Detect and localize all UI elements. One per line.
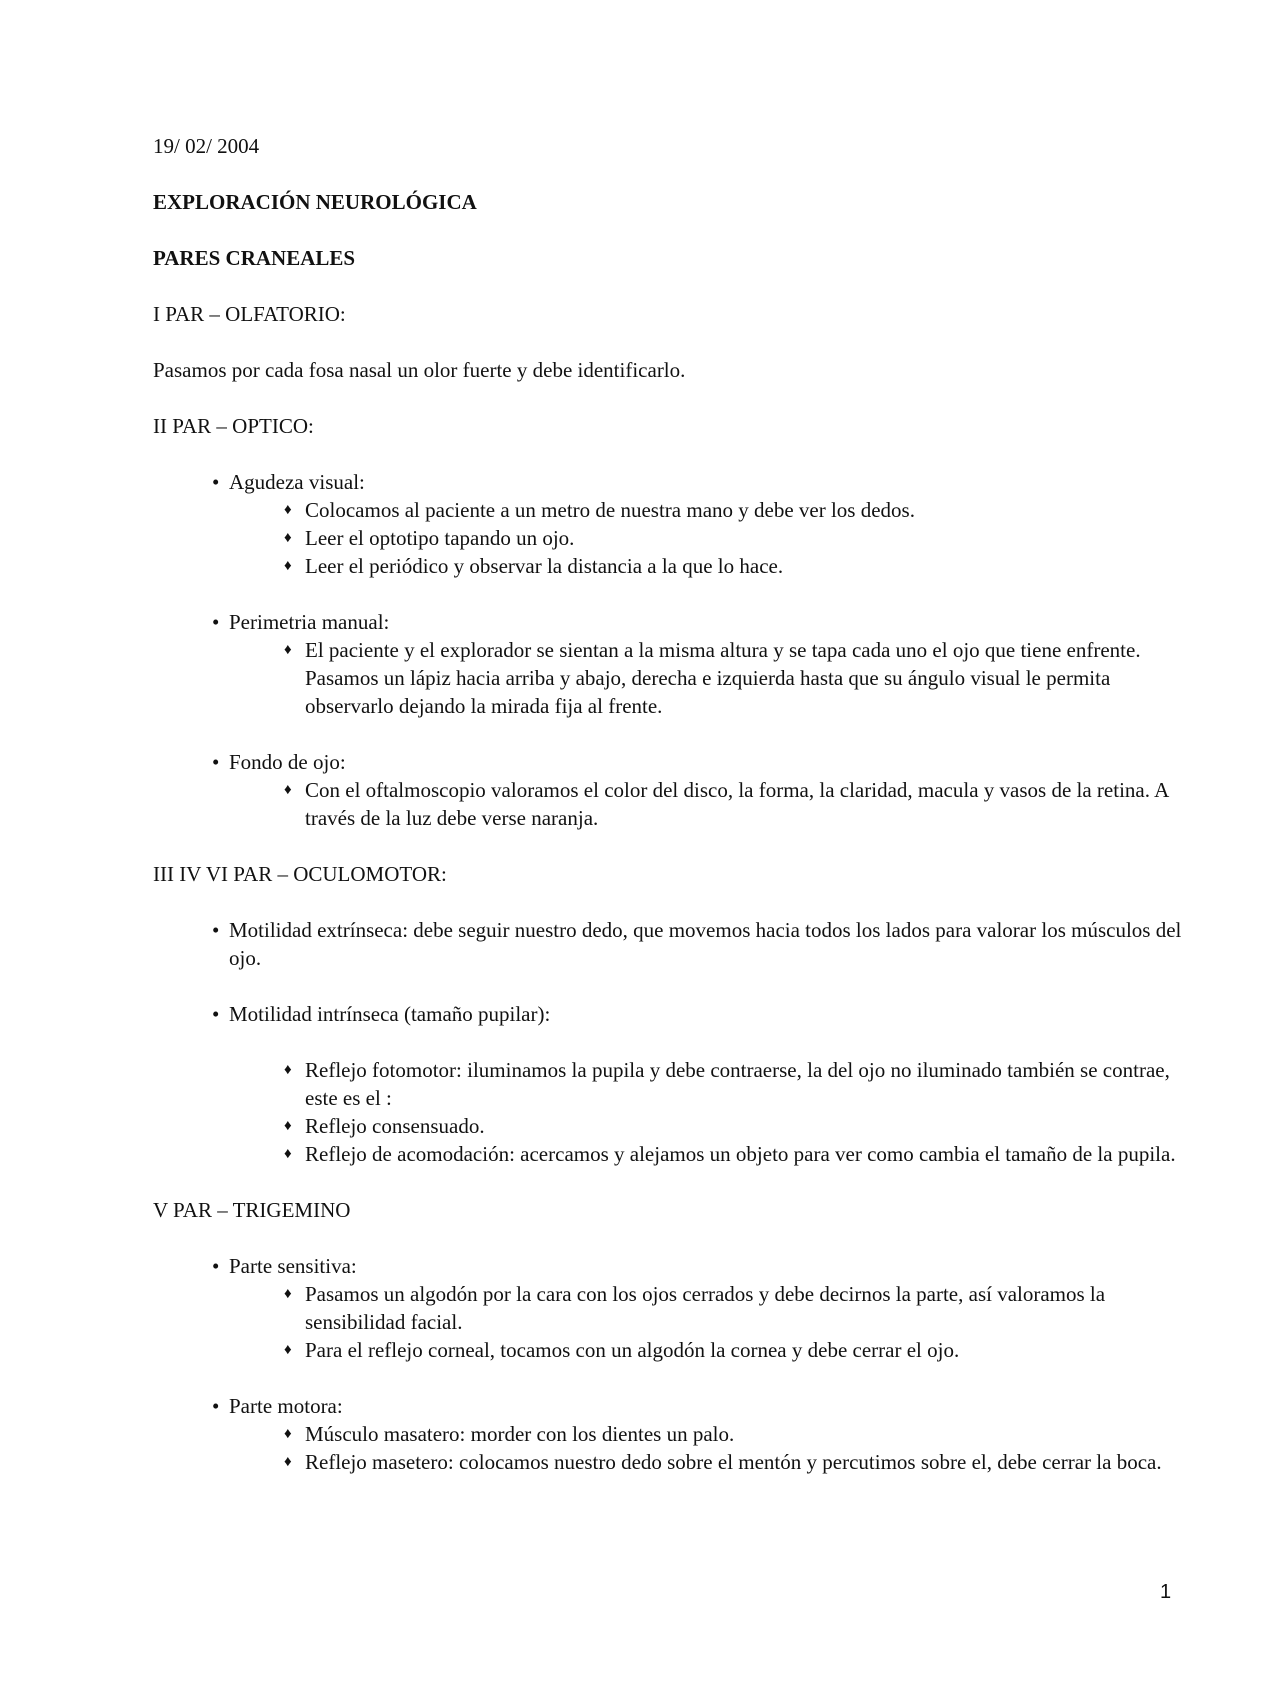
sub-list-item-text: Reflejo fotomotor: iluminamos la pupila y debe contraerse, la del ojo no iluminado también se contrae, este es el : <box>305 1058 1170 1110</box>
sub-list-item-text: Leer el periódico y observar la distancia a la que lo hace. <box>305 554 784 578</box>
sub-list-item <box>229 1140 1183 1168</box>
sub-list-item-text: Para el reflejo corneal, tocamos con un algodón la cornea y debe cerrar el ojo. <box>305 1338 960 1362</box>
sub-list-item <box>229 776 1183 832</box>
diamond-bullet-icon: ♦ <box>284 1146 292 1162</box>
list-item-text: Agudeza visual: <box>229 470 365 494</box>
sub-list-item <box>229 1336 1183 1364</box>
diamond-bullet-icon: ♦ <box>284 502 292 518</box>
sub-list-item <box>229 1280 1183 1336</box>
diamond-bullet-icon: ♦ <box>284 530 292 546</box>
bullet-icon: • <box>212 1002 220 1026</box>
section-heading-optico: II PAR – OPTICO: <box>153 414 314 438</box>
sub-list-item-text: Con el oftalmoscopio valoramos el color del disco, la forma, la claridad, macula y vasos de la retina. A través de la luz debe verse naranja. <box>305 778 1169 830</box>
sub-list-item <box>229 524 1183 552</box>
diamond-bullet-icon: ♦ <box>284 1062 292 1078</box>
bullet-icon: • <box>212 1254 220 1278</box>
sub-list <box>229 1280 1183 1364</box>
bullet-icon: • <box>212 470 220 494</box>
sub-list-item <box>229 1112 1183 1140</box>
list-item <box>153 608 1183 720</box>
page-number: 1 <box>1160 1581 1172 1603</box>
bullet-icon: • <box>212 918 220 942</box>
sub-list-item-text: Pasamos un algodón por la cara con los ojos cerrados y debe decirnos la parte, así valoramos la sensibilidad facial. <box>305 1282 1106 1334</box>
document-page <box>153 132 1183 1476</box>
sub-list-item <box>229 1420 1183 1448</box>
sub-list <box>229 1056 1183 1168</box>
document-date: 19/ 02/ 2004 <box>153 134 260 158</box>
sub-list-item-text: Reflejo consensuado. <box>305 1114 485 1138</box>
sub-list-item-text: Leer el optotipo tapando un ojo. <box>305 526 575 550</box>
diamond-bullet-icon: ♦ <box>284 1454 292 1470</box>
list-item-text: Parte motora: <box>229 1394 343 1418</box>
list-item <box>153 748 1183 832</box>
sub-list-item <box>229 496 1183 524</box>
list-item <box>153 468 1183 580</box>
section-heading-trigemino: V PAR – TRIGEMINO <box>153 1198 351 1222</box>
section-paragraph-olfatorio: Pasamos por cada fosa nasal un olor fuerte y debe identificarlo. <box>153 358 686 382</box>
list-item-text: Motilidad intrínseca (tamaño pupilar): <box>229 1002 551 1026</box>
list-item <box>153 1252 1183 1364</box>
sub-list <box>229 1420 1183 1476</box>
sub-list-item-text: Reflejo de acomodación: acercamos y alejamos un objeto para ver como cambia el tamaño de la pupila. <box>305 1142 1176 1166</box>
diamond-bullet-icon: ♦ <box>284 1286 292 1302</box>
sub-list-item-text: Colocamos al paciente a un metro de nuestra mano y debe ver los dedos. <box>305 498 915 522</box>
sub-list-item-text: Reflejo masetero: colocamos nuestro dedo sobre el mentón y percutimos sobre el, debe cerrar la boca. <box>305 1450 1162 1474</box>
oculomotor-list <box>153 916 1183 1168</box>
diamond-bullet-icon: ♦ <box>284 558 292 574</box>
diamond-bullet-icon: ♦ <box>284 1342 292 1358</box>
sub-list-item <box>229 1448 1183 1476</box>
sub-list-item <box>229 552 1183 580</box>
sub-list <box>229 496 1183 580</box>
sub-list-item-text: Músculo masatero: morder con los dientes un palo. <box>305 1422 735 1446</box>
sub-list-item <box>229 636 1183 720</box>
diamond-bullet-icon: ♦ <box>284 642 292 658</box>
list-item <box>153 916 1183 972</box>
trigemino-list <box>153 1252 1183 1476</box>
diamond-bullet-icon: ♦ <box>284 1426 292 1442</box>
section-heading-oculomotor: III IV VI PAR – OCULOMOTOR: <box>153 862 447 886</box>
bullet-icon: • <box>212 610 220 634</box>
sub-list <box>229 776 1183 832</box>
optico-list <box>153 468 1183 832</box>
section-heading-olfatorio: I PAR – OLFATORIO: <box>153 302 346 326</box>
list-item <box>153 1000 1183 1168</box>
list-item <box>153 1392 1183 1476</box>
list-item-text: Motilidad extrínseca: debe seguir nuestro dedo, que movemos hacia todos los lados para valorar los músculos del ojo. <box>229 918 1182 970</box>
bullet-icon: • <box>212 750 220 774</box>
document-subtitle: PARES CRANEALES <box>153 246 356 270</box>
sub-list <box>229 636 1183 720</box>
diamond-bullet-icon: ♦ <box>284 782 292 798</box>
document-title: EXPLORACIÓN NEUROLÓGICA <box>153 190 477 214</box>
diamond-bullet-icon: ♦ <box>284 1118 292 1134</box>
bullet-icon: • <box>212 1394 220 1418</box>
list-item-text: Parte sensitiva: <box>229 1254 357 1278</box>
list-item-text: Fondo de ojo: <box>229 750 346 774</box>
list-item-text: Perimetria manual: <box>229 610 390 634</box>
sub-list-item-text: El paciente y el explorador se sientan a la misma altura y se tapa cada uno el ojo que tiene enfrente. Pasamos un lápiz hacia arriba y abajo, derecha e izquierda hasta que su ángulo visual le permita observarlo dejando la mirada fija al frente. <box>305 638 1141 718</box>
sub-list-item <box>229 1056 1183 1112</box>
